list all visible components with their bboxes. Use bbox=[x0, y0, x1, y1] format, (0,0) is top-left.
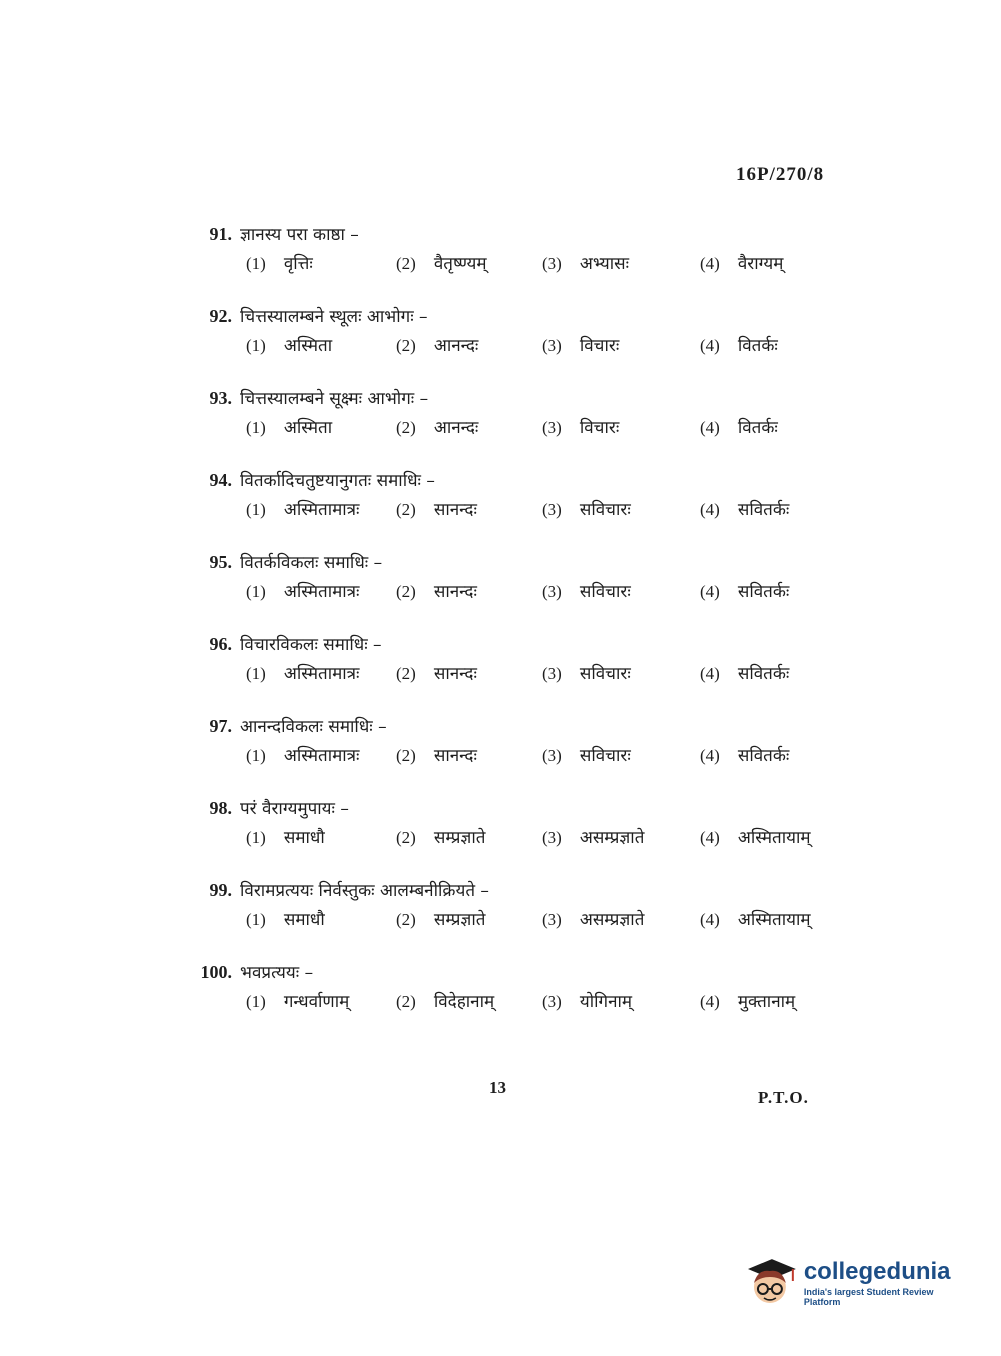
option-number: (1) bbox=[246, 418, 266, 437]
option-text: आनन्दः bbox=[433, 418, 479, 438]
option-3 bbox=[542, 333, 619, 356]
option-2 bbox=[396, 825, 485, 848]
watermark-name: collegedunia bbox=[803, 1258, 951, 1285]
option-row bbox=[190, 989, 850, 1025]
option-number: (4) bbox=[700, 910, 720, 929]
question-line bbox=[190, 632, 850, 655]
option-number: (1) bbox=[246, 746, 266, 765]
option-4 bbox=[700, 579, 789, 602]
option-1 bbox=[246, 415, 332, 438]
option-row bbox=[190, 907, 850, 943]
option-text: सवितर्कः bbox=[737, 582, 790, 602]
question-list bbox=[190, 222, 850, 1042]
page-number: 13 bbox=[489, 1078, 506, 1097]
question-text: विचारविकलः समाधिः – bbox=[240, 635, 382, 655]
option-number: (2) bbox=[396, 500, 416, 519]
question-item bbox=[190, 468, 850, 550]
option-3 bbox=[542, 251, 629, 274]
option-text: सम्प्रज्ञाते bbox=[433, 828, 486, 848]
option-number: (1) bbox=[246, 500, 266, 519]
option-number: (3) bbox=[542, 992, 562, 1011]
option-4 bbox=[700, 333, 778, 356]
question-line bbox=[190, 222, 850, 245]
option-text: सानन्दः bbox=[433, 582, 477, 602]
option-number: (3) bbox=[542, 664, 562, 683]
option-text: समाधौ bbox=[283, 910, 325, 930]
option-text: सानन्दः bbox=[433, 664, 477, 684]
option-text: अस्मिता bbox=[283, 418, 333, 438]
option-4 bbox=[700, 251, 783, 274]
question-number: 98. bbox=[209, 798, 232, 818]
option-text: आनन्दः bbox=[433, 336, 479, 356]
option-text: विचारः bbox=[579, 336, 620, 356]
option-text: अस्मितामात्रः bbox=[283, 500, 360, 520]
option-text: अस्मितामात्रः bbox=[283, 664, 360, 684]
option-text: गन्धर्वाणाम् bbox=[283, 992, 350, 1012]
option-2 bbox=[396, 333, 478, 356]
question-text: ज्ञानस्य परा काष्ठा – bbox=[240, 225, 359, 245]
option-4 bbox=[700, 661, 789, 684]
option-3 bbox=[542, 743, 631, 766]
option-number: (2) bbox=[396, 254, 416, 273]
question-item bbox=[190, 960, 850, 1042]
question-item bbox=[190, 796, 850, 878]
question-line bbox=[190, 304, 850, 327]
option-text: अस्मितायाम् bbox=[737, 828, 811, 848]
option-text: वितर्कः bbox=[737, 336, 778, 356]
option-number: (3) bbox=[542, 254, 562, 273]
option-2 bbox=[396, 989, 494, 1012]
option-2 bbox=[396, 497, 477, 520]
question-text: चित्तस्यालम्बने सूक्ष्मः आभोगः – bbox=[240, 389, 429, 409]
question-number: 92. bbox=[209, 306, 232, 326]
option-number: (4) bbox=[700, 336, 720, 355]
question-line bbox=[190, 878, 850, 901]
option-row bbox=[190, 743, 850, 779]
question-line bbox=[190, 468, 850, 491]
option-text: सवितर्कः bbox=[737, 500, 790, 520]
option-row bbox=[190, 579, 850, 615]
option-text: अभ्यासः bbox=[579, 254, 630, 274]
question-item bbox=[190, 878, 850, 960]
option-text: सविचारः bbox=[579, 746, 631, 766]
option-4 bbox=[700, 825, 811, 848]
question-text: चित्तस्यालम्बने स्थूलः आभोगः – bbox=[240, 307, 428, 327]
question-number: 95. bbox=[209, 552, 232, 572]
question-number: 91. bbox=[209, 224, 232, 244]
option-1 bbox=[246, 497, 359, 520]
option-number: (2) bbox=[396, 910, 416, 929]
question-item bbox=[190, 304, 850, 386]
watermark-logo bbox=[742, 1250, 972, 1316]
option-number: (2) bbox=[396, 582, 416, 601]
mascot-icon bbox=[742, 1255, 798, 1311]
option-text: सानन्दः bbox=[433, 500, 477, 520]
option-text: विदेहानाम् bbox=[433, 992, 495, 1012]
option-text: अस्मितायाम् bbox=[737, 910, 811, 930]
question-item bbox=[190, 222, 850, 304]
option-number: (3) bbox=[542, 582, 562, 601]
option-text: असम्प्रज्ञाते bbox=[579, 910, 645, 930]
option-1 bbox=[246, 989, 349, 1012]
option-text: वैराग्यम् bbox=[737, 254, 784, 274]
option-1 bbox=[246, 333, 332, 356]
option-2 bbox=[396, 415, 478, 438]
option-2 bbox=[396, 661, 477, 684]
option-number: (3) bbox=[542, 910, 562, 929]
option-3 bbox=[542, 825, 644, 848]
option-4 bbox=[700, 989, 795, 1012]
question-number: 100. bbox=[200, 962, 232, 982]
option-1 bbox=[246, 743, 359, 766]
option-number: (4) bbox=[700, 992, 720, 1011]
option-number: (3) bbox=[542, 828, 562, 847]
option-number: (3) bbox=[542, 500, 562, 519]
option-number: (3) bbox=[542, 418, 562, 437]
option-3 bbox=[542, 415, 619, 438]
option-text: समाधौ bbox=[283, 828, 325, 848]
option-number: (4) bbox=[700, 500, 720, 519]
option-text: अस्मिता bbox=[283, 336, 333, 356]
option-number: (2) bbox=[396, 828, 416, 847]
question-text: भवप्रत्ययः – bbox=[240, 963, 314, 983]
question-item bbox=[190, 550, 850, 632]
option-row bbox=[190, 415, 850, 451]
option-number: (2) bbox=[396, 336, 416, 355]
option-number: (1) bbox=[246, 910, 266, 929]
question-text: विरामप्रत्ययः निर्वस्तुकः आलम्बनीक्रियते – bbox=[240, 881, 489, 901]
question-line bbox=[190, 386, 850, 409]
option-number: (1) bbox=[246, 582, 266, 601]
option-text: मुक्तानाम् bbox=[737, 992, 796, 1012]
question-number: 93. bbox=[209, 388, 232, 408]
option-number: (1) bbox=[246, 828, 266, 847]
option-1 bbox=[246, 579, 359, 602]
option-number: (4) bbox=[700, 664, 720, 683]
option-4 bbox=[700, 743, 789, 766]
pto-label: P.T.O. bbox=[758, 1088, 809, 1107]
option-text: अस्मितामात्रः bbox=[283, 582, 360, 602]
option-number: (1) bbox=[246, 992, 266, 1011]
option-text: सवितर्कः bbox=[737, 746, 790, 766]
option-number: (4) bbox=[700, 418, 720, 437]
option-3 bbox=[542, 989, 632, 1012]
question-text: आनन्दविकलः समाधिः – bbox=[240, 717, 387, 737]
option-number: (2) bbox=[396, 664, 416, 683]
option-row bbox=[190, 825, 850, 861]
option-1 bbox=[246, 825, 325, 848]
question-line bbox=[190, 550, 850, 573]
option-2 bbox=[396, 907, 485, 930]
option-2 bbox=[396, 743, 477, 766]
option-number: (1) bbox=[246, 254, 266, 273]
option-text: सानन्दः bbox=[433, 746, 477, 766]
option-1 bbox=[246, 661, 359, 684]
option-number: (2) bbox=[396, 746, 416, 765]
option-2 bbox=[396, 579, 477, 602]
question-number: 99. bbox=[209, 880, 232, 900]
question-text: परं वैराग्यमुपायः – bbox=[240, 799, 349, 819]
question-item bbox=[190, 714, 850, 796]
question-item bbox=[190, 386, 850, 468]
option-1 bbox=[246, 251, 313, 274]
option-2 bbox=[396, 251, 487, 274]
option-4 bbox=[700, 415, 778, 438]
option-text: सविचारः bbox=[579, 500, 631, 520]
option-number: (4) bbox=[700, 254, 720, 273]
option-number: (4) bbox=[700, 746, 720, 765]
option-text: विचारः bbox=[579, 418, 620, 438]
question-line bbox=[190, 714, 850, 737]
option-number: (4) bbox=[700, 828, 720, 847]
option-3 bbox=[542, 579, 631, 602]
question-text: वितर्कादिचतुष्टयानुगतः समाधिः – bbox=[240, 471, 435, 491]
option-row bbox=[190, 661, 850, 697]
option-3 bbox=[542, 497, 631, 520]
option-number: (2) bbox=[396, 992, 416, 1011]
option-number: (1) bbox=[246, 664, 266, 683]
paper-code: 16P/270/8 bbox=[736, 164, 825, 185]
option-text: अस्मितामात्रः bbox=[283, 746, 360, 766]
option-text: सम्प्रज्ञाते bbox=[433, 910, 486, 930]
option-4 bbox=[700, 497, 789, 520]
option-3 bbox=[542, 661, 631, 684]
option-number: (1) bbox=[246, 336, 266, 355]
question-number: 96. bbox=[209, 634, 232, 654]
option-text: सवितर्कः bbox=[737, 664, 790, 684]
option-number: (4) bbox=[700, 582, 720, 601]
option-number: (2) bbox=[396, 418, 416, 437]
question-line bbox=[190, 796, 850, 819]
option-number: (3) bbox=[542, 336, 562, 355]
question-number: 94. bbox=[209, 470, 232, 490]
option-row bbox=[190, 497, 850, 533]
option-4 bbox=[700, 907, 811, 930]
option-row bbox=[190, 333, 850, 369]
option-text: असम्प्रज्ञाते bbox=[579, 828, 645, 848]
question-line bbox=[190, 960, 850, 983]
option-row bbox=[190, 251, 850, 287]
question-number: 97. bbox=[209, 716, 232, 736]
option-3 bbox=[542, 907, 644, 930]
option-text: योगिनाम् bbox=[579, 992, 633, 1012]
option-text: सविचारः bbox=[579, 582, 631, 602]
option-1 bbox=[246, 907, 325, 930]
option-number: (3) bbox=[542, 746, 562, 765]
watermark-tagline: India's largest Student Review Platform bbox=[803, 1287, 934, 1307]
option-text: वितर्कः bbox=[737, 418, 778, 438]
option-text: वृत्तिः bbox=[283, 254, 313, 274]
option-text: वैतृष्ण्यम् bbox=[433, 254, 487, 274]
option-text: सविचारः bbox=[579, 664, 631, 684]
question-text: वितर्कविकलः समाधिः – bbox=[240, 553, 383, 573]
question-item bbox=[190, 632, 850, 714]
